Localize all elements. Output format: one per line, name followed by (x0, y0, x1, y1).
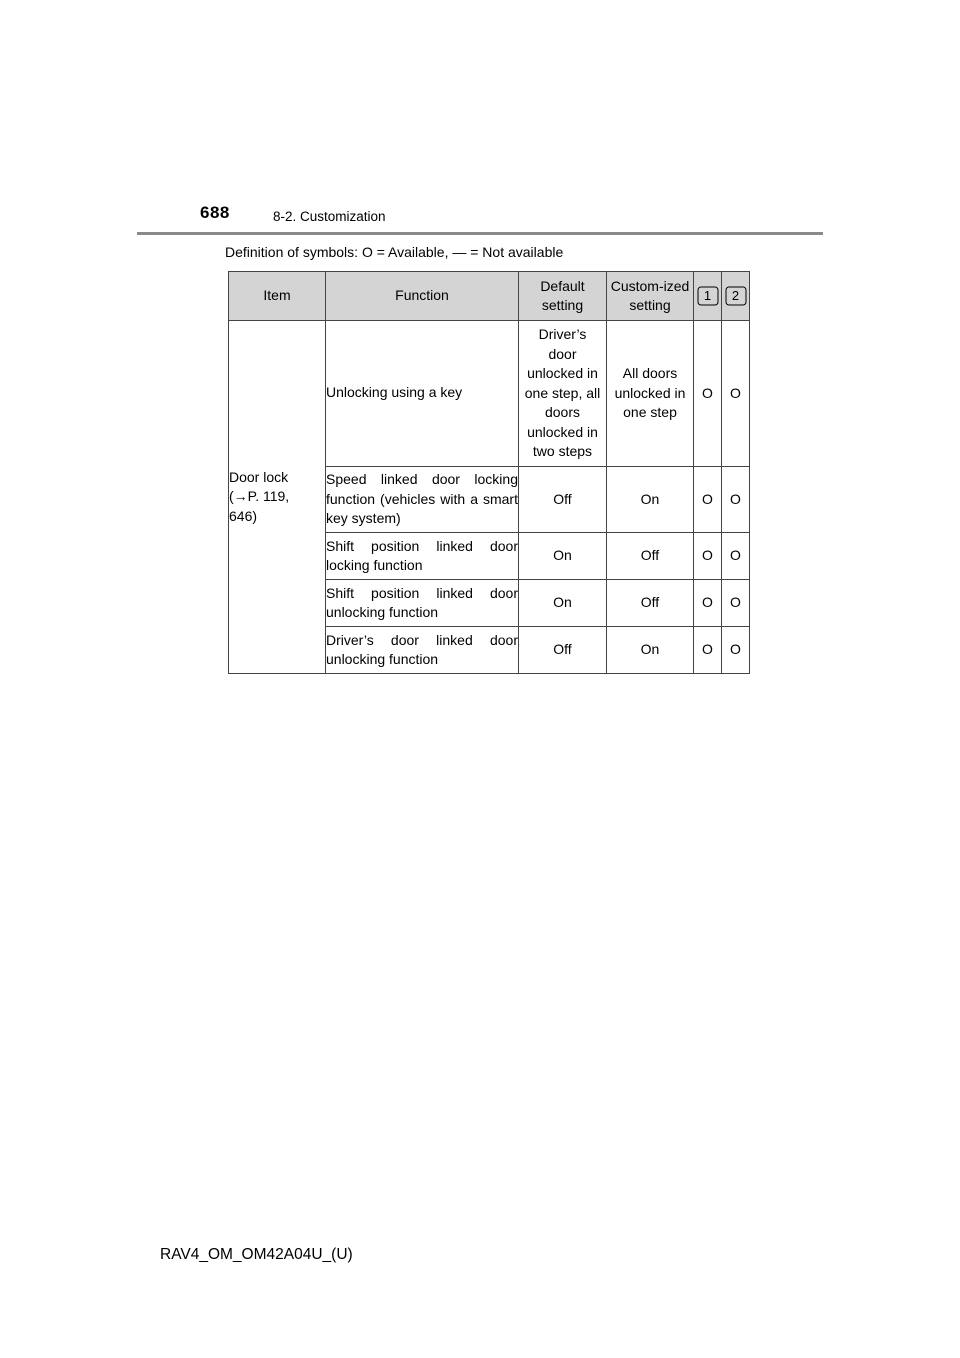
header-rule (137, 232, 823, 235)
row-customized: On (607, 627, 694, 674)
header-customized-text: Custom-ized setting (610, 277, 690, 313)
row-col2: O (722, 467, 750, 533)
page-number: 688 (200, 203, 230, 222)
row-function: Shift position linked door locking function (326, 533, 519, 580)
row-customized: Off (607, 580, 694, 627)
item-line-1: Door lock (229, 468, 289, 485)
row-default: Off (519, 627, 607, 674)
item-line-3: 646) (229, 507, 258, 524)
header-item: Item (229, 272, 326, 321)
row-customized: All doors unlocked in one step (607, 321, 694, 467)
row-default: Off (519, 467, 607, 533)
row-function: Shift position linked door unlocking function (326, 580, 519, 627)
number-1-label: 1 (703, 288, 712, 304)
item-door-lock (229, 321, 326, 674)
section-title: 8-2. Customization (273, 209, 386, 224)
row-function: Unlocking using a key (326, 321, 519, 467)
table-row (229, 321, 750, 467)
number-2-label: 2 (731, 288, 740, 304)
row-col2: O (722, 533, 750, 580)
header-default-text: Default setting (540, 277, 585, 313)
row-col2: O (722, 321, 750, 467)
row-default: On (519, 533, 607, 580)
row-col1: O (694, 627, 722, 674)
number-1-icon (697, 286, 719, 306)
row-default: Driver’s door unlocked in one step, all doors unlocked in two steps (519, 321, 607, 467)
header-function: Function (326, 272, 519, 321)
row-customized: Off (607, 533, 694, 580)
header-column-2 (722, 272, 750, 321)
row-customized: On (607, 467, 694, 533)
number-2-icon (725, 286, 747, 306)
row-col1: O (694, 321, 722, 467)
row-function: Speed linked door locking function (vehicles with a smart key system) (326, 467, 519, 533)
row-col1: O (694, 580, 722, 627)
row-col1: O (694, 533, 722, 580)
header-column-1 (694, 272, 722, 321)
row-function: Driver’s door linked door unlocking function (326, 627, 519, 674)
row-default: On (519, 580, 607, 627)
header-default-setting (519, 272, 607, 321)
footer-document-code: RAV4_OM_OM42A04U_(U) (160, 1246, 353, 1263)
row-col2: O (722, 580, 750, 627)
customization-table (228, 271, 750, 674)
table-header-row (229, 272, 750, 321)
row-col1: O (694, 467, 722, 533)
row-col2: O (722, 627, 750, 674)
symbol-definition: Definition of symbols: O = Available, — = Not available (225, 244, 564, 260)
header-customized-setting (607, 272, 694, 321)
item-line-2: (→P. 119, (229, 488, 290, 505)
